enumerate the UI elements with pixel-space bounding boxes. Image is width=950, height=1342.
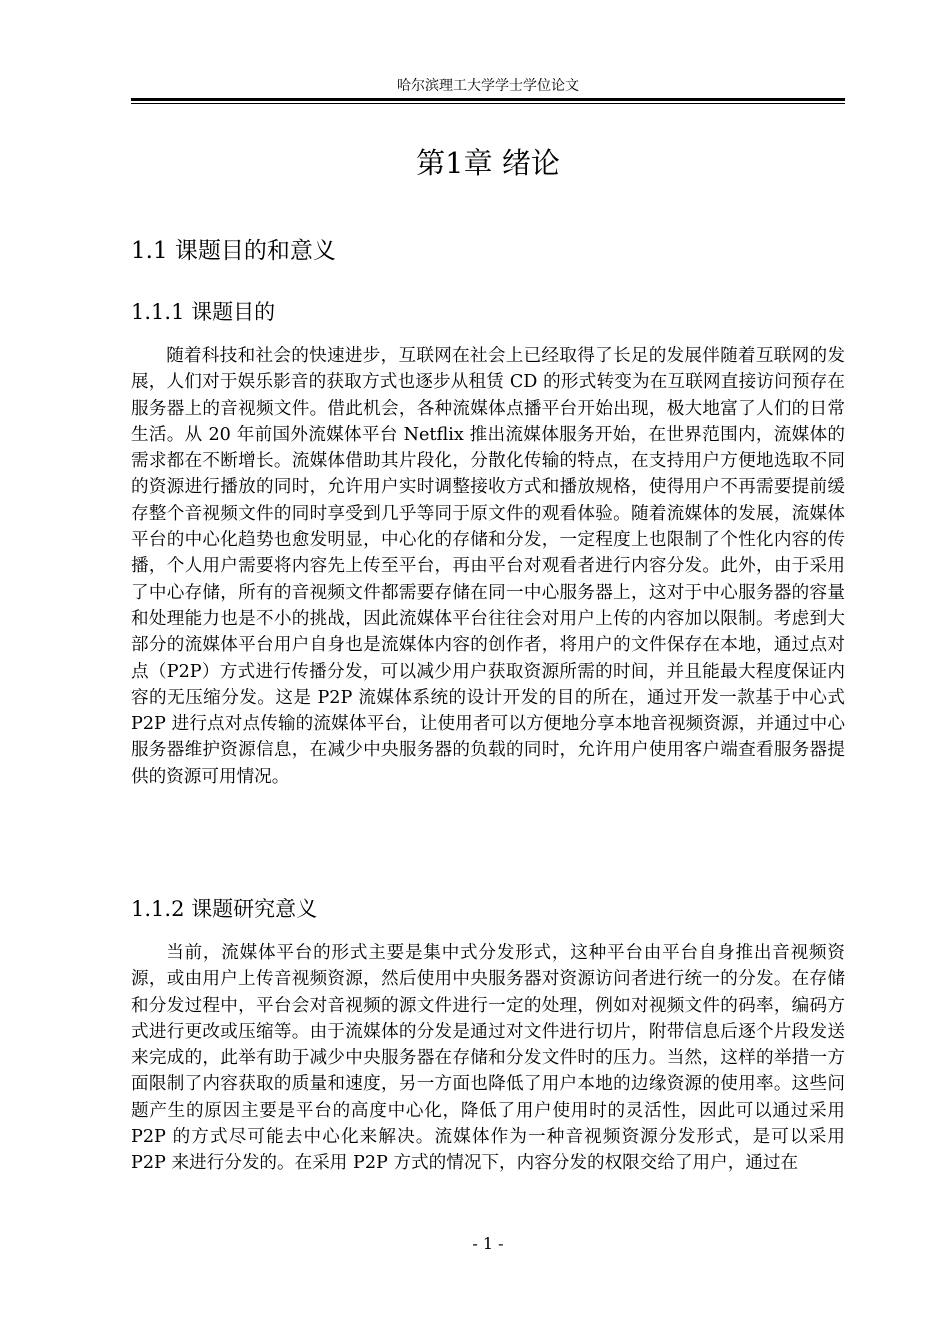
paragraph-significance: 当前，流媒体平台的形式主要是集中式分发形式，这种平台由平台自身推出音视频资源，或由用户上传音视频资源，然后使用中央服务器对资源访问者进行统一的分发。在存储和分发过程中，平台会对音视频的源文件进行一定的处理，例如对视频文件的码率，编码方式进行更改或压缩等。由于流媒体的分发是通过对文件进行切片，附带信息后逐个片段发送来完成的，此举有助于减少中央服务器在存储和分发文件时的压力。当然，这样的举措一方面限制了内容获取的质量和速度，另一方面也降低了用户本地的边缘资源的使用率。这些问题产生的原因主要是平台的高度中心化，降低了用户使用时的灵活性，因此可以通过采用 P2P 的方式尽可能去中心化来解决。流媒体作为一种音视频资源分发形式，是可以采用 P2P 来进行分发的。在采用 P2P 方式的情况下，内容分发的权限交给了用户，通过在 [131, 943, 845, 1174]
subsection-title-purpose: 1.1.1 课题目的 [131, 300, 276, 324]
header-rule-thick [131, 98, 845, 101]
paragraph-purpose: 随着科技和社会的快速进步，互联网在社会上已经取得了长足的发展伴随着互联网的发展，人们对于娱乐影音的获取方式也逐步从租赁 CD 的形式转变为在互联网直接访问预存在服务器上的音视频文件。借此机会，各种流媒体点播平台开始出现，极大地富了人们的日常生活。从 20 年前国外流媒体平台 Netflix 推出流媒体服务开始，在世界范围内，流媒体的需求都在不断增长。流媒体借助其片段化，分散化传输的特点，在支持用户方便地选取不同的资源进行播放的同时，允许用户实时调整接收方式和播放规格，使得用户不再需要提前缓存整个音视频文件的同时享受到几乎等同于原文件的观看体验。随着流媒体的发展，流媒体平台的中心化趋势也愈发明显，中心化的存储和分发，一定程度上也限制了个性化内容的传播，个人用户需要将内容先上传至平台，再由平台对观看者进行内容分发。此外，由于采用了中心存储，所有的音视频文件都需要存储在同一中心服务器上，这对于中心服务器的容量和处理能力也是不小的挑战，因此流媒体平台往往会对用户上传的内容加以限制。考虑到大部分的流媒体平台用户自身也是流媒体内容的创作者，将用户的文件保存在本地，通过点对点（P2P）方式进行传播分发，可以减少用户获取资源所需的时间，并且能最大程度保证内容的无压缩分发。这是 P2P 流媒体系统的设计开发的目的所在，通过开发一款基于中心式 P2P 进行点对点传输的流媒体平台，让使用者可以方便地分享本地音视频资源，并通过中心服务器维护资源信息，在减少中央服务器的负载的同时，允许用户使用客户端查看服务器提供的资源可用情况。 [131, 346, 845, 787]
header-rule-thin [131, 103, 845, 104]
section-title: 1.1 课题目的和意义 [131, 238, 336, 264]
subsection-title-significance: 1.1.2 课题研究意义 [131, 897, 318, 921]
chapter-title: 第1章 绪论 [416, 146, 560, 180]
page-number: - 1 - [472, 1234, 504, 1253]
running-header: 哈尔滨理工大学学士学位论文 [397, 78, 579, 94]
